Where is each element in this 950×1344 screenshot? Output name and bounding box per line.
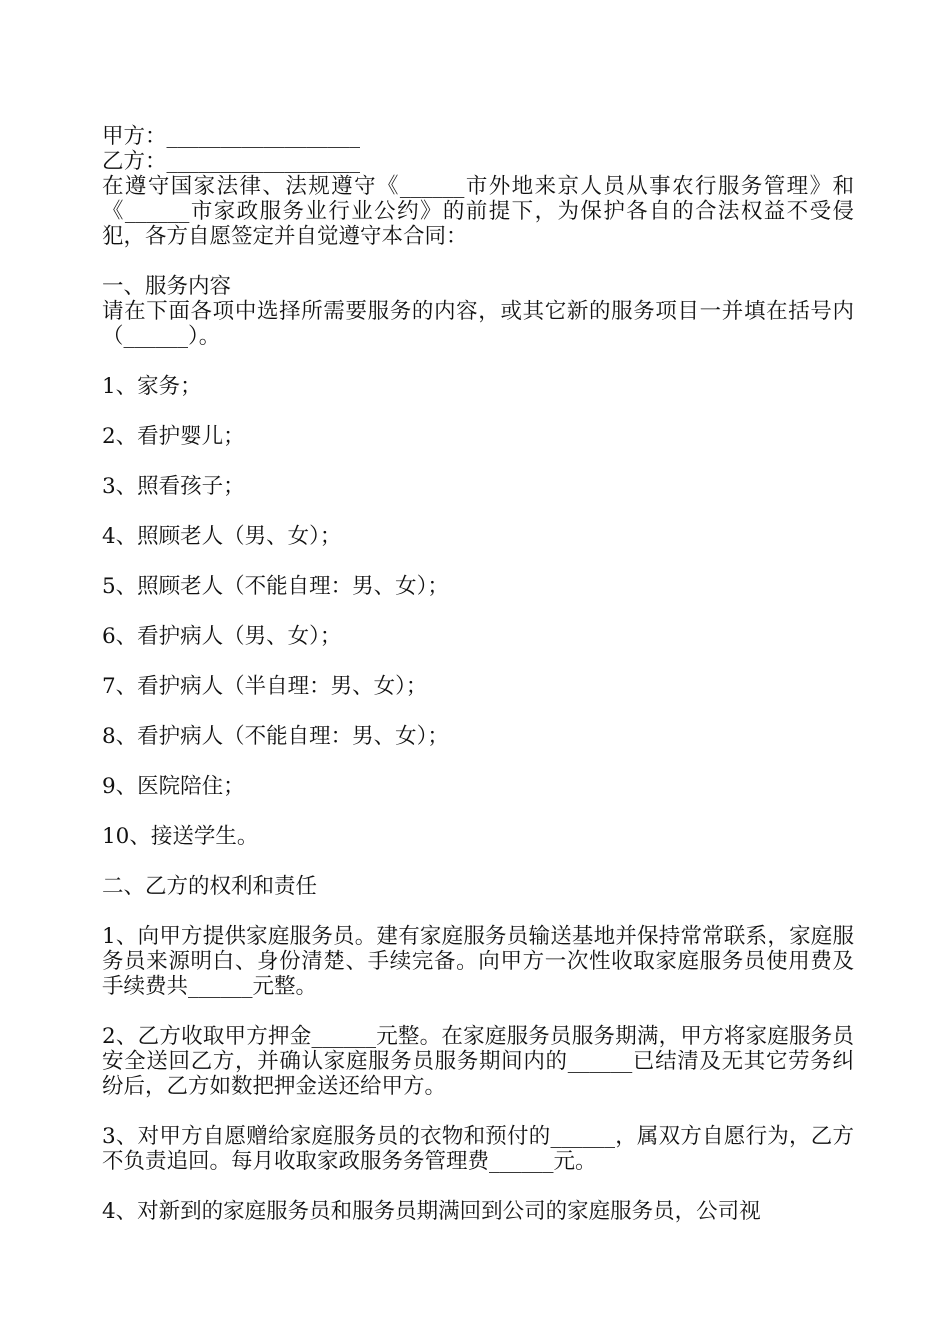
service-item: 10、接送学生。 <box>102 824 259 849</box>
section-2-title: 二、乙方的权利和责任 <box>102 874 318 899</box>
service-item: 1、家务； <box>102 374 202 399</box>
service-item: 6、看护病人（男、女）； <box>102 624 342 649</box>
section-1-title: 一、服务内容 <box>102 274 232 299</box>
service-item: 7、看护病人（半自理：男、女）； <box>102 674 428 699</box>
service-item: 5、照顾老人（不能自理：男、女）； <box>102 574 449 599</box>
clause-paragraph: 4、对新到的家庭服务员和服务员期满回到公司的家庭服务员，公司视 <box>102 1199 761 1224</box>
clause-paragraph: 3、对甲方自愿赠给家庭服务员的衣物和预付的______，属双方自愿行为，乙方不负责追回。每月收取家政服务务管理费______元。 <box>102 1124 854 1174</box>
service-item: 9、医院陪住； <box>102 774 245 799</box>
clause-paragraph: 1、向甲方提供家庭服务员。建有家庭服务员输送基地并保持常常联系，家庭服务员来源明白、身份清楚、手续完备。向甲方一次性收取家庭服务员使用费及手续费共______元整。 <box>102 924 854 999</box>
section-1-instruction: 请在下面各项中选择所需要服务的内容，或其它新的服务项目一并填在括号内（______）。 <box>102 299 854 349</box>
service-item: 3、照看孩子； <box>102 474 245 499</box>
contract-document <box>102 124 854 1224</box>
intro-paragraph: 在遵守国家法律、法规遵守《______市外地来京人员从事农行服务管理》和《______市家政服务业行业公约》的前提下，为保护各自的合法权益不受侵犯，各方自愿签定并自觉遵守本合同： <box>102 174 854 249</box>
party-b-line: 乙方：__________________ <box>102 149 361 174</box>
clause-paragraph: 2、乙方收取甲方押金______元整。在家庭服务员服务期满，甲方将家庭服务员安全送回乙方，并确认家庭服务员服务期间内的______已结清及无其它劳务纠纷后，乙方如数把押金送还给甲方。 <box>102 1024 854 1099</box>
party-a-line: 甲方：__________________ <box>102 124 361 149</box>
service-item: 8、看护病人（不能自理：男、女）； <box>102 724 449 749</box>
service-item: 4、照顾老人（男、女）； <box>102 524 342 549</box>
service-item: 2、看护婴儿； <box>102 424 245 449</box>
